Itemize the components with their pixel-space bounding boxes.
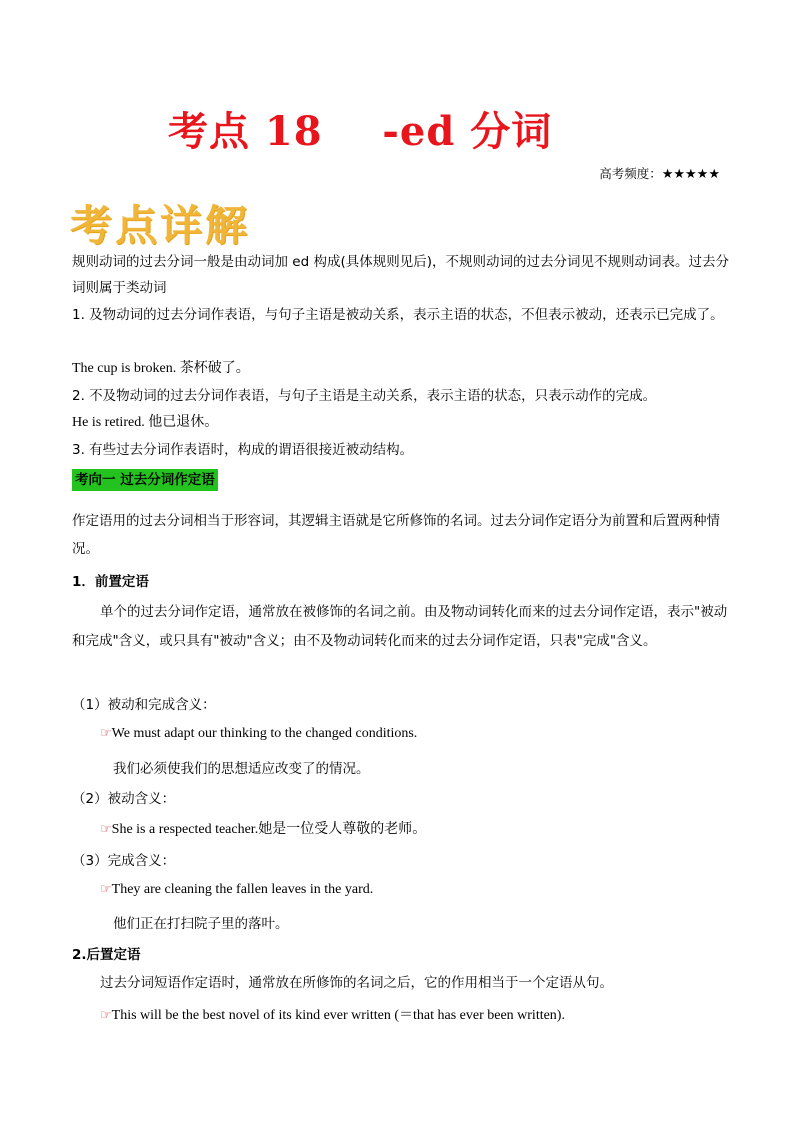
rule-2: 2. 不及物动词的过去分词作表语，与句子主语是主动关系，表示主语的状态，只表示动作的完成。 — [72, 388, 657, 404]
case-3-heading: （3）完成含义： — [72, 853, 176, 869]
page-title: 考点 18 -ed 分词 — [168, 108, 553, 155]
frequency-label: 高考频度： — [599, 166, 662, 181]
frequency-stars: ★★★★★ — [661, 167, 720, 182]
rule-1: 1. 及物动词的过去分词作表语，与句子主语是被动关系，表示主语的状态，不但表示被动，还表示已完成了。 — [72, 307, 724, 323]
case-1-translation: 我们必须使我们的思想适应改变了的情况。 — [113, 761, 370, 777]
case-1-heading: （1）被动和完成含义： — [72, 697, 216, 713]
section-description: 作定语用的过去分词相当于形容词，其逻辑主语就是它所修饰的名词。过去分词作定语分为前置和后置两种情况。 — [72, 513, 720, 557]
example-1: The cup is broken. 茶杯破了。 — [72, 361, 250, 376]
pointing-hand-icon: ☞ — [100, 882, 112, 897]
subheading-prepositive: 1．前置定语 — [72, 574, 149, 590]
prepositive-description: 单个的过去分词作定语，通常放在被修饰的名词之前。由及物动词转化而来的过去分词作定语，表示"被动和完成"含义，或只具有"被动"含义；由不及物动词转化而来的过去分词作定语，只表"完成"含义。 — [72, 604, 728, 649]
section-tag: 考向一 过去分词作定语 — [72, 469, 218, 491]
case-3-example: ☞They are cleaning the fallen leaves in the yard. — [100, 882, 374, 897]
example-2: He is retired. 他已退休。 — [72, 415, 219, 430]
intro-paragraph: 规则动词的过去分词一般是由动词加 ed 构成(具体规则见后)，不规则动词的过去分词见不规则动词表。过去分词则属于类动词 — [72, 254, 729, 296]
case-1-example: ☞We must adapt our thinking to the changed conditions. — [100, 726, 418, 741]
subheading-postpositive: 2.后置定语 — [72, 947, 141, 963]
pointing-hand-icon: ☞ — [100, 726, 112, 741]
postpositive-description: 过去分词短语作定语时，通常放在所修饰的名词之后，它的作用相当于一个定语从句。 — [100, 975, 613, 991]
case-3-translation: 他们正在打扫院子里的落叶。 — [113, 916, 289, 932]
rule-3: 3. 有些过去分词作表语时，构成的谓语很接近被动结构。 — [72, 442, 414, 458]
postpositive-example: ☞This will be the best novel of its kind ever written (＝that has ever been written). — [100, 1008, 565, 1023]
case-2-example: ☞She is a respected teacher.她是一位受人尊敬的老师。 — [100, 822, 427, 837]
pointing-hand-icon: ☞ — [100, 822, 112, 837]
case-2-heading: （2）被动含义： — [72, 791, 176, 807]
section-banner: 考点详解 — [70, 201, 251, 250]
pointing-hand-icon: ☞ — [100, 1008, 112, 1023]
exam-frequency — [599, 164, 720, 182]
